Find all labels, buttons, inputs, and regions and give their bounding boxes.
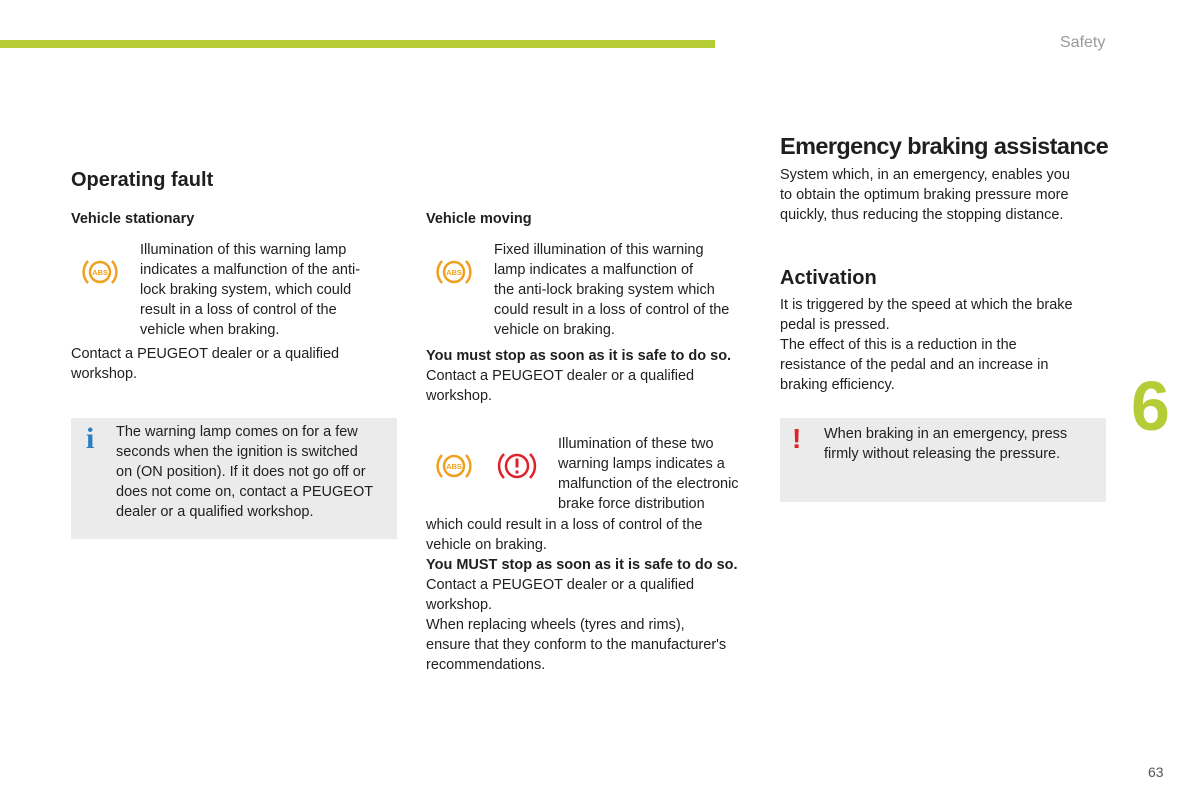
stop-warning: You MUST stop as soon as it is safe to do so. [426, 557, 738, 573]
abs-warning-lamp-icon [80, 254, 120, 290]
info-icon: i [86, 422, 95, 455]
abs-warning-lamp-icon [434, 448, 474, 484]
emergency-braking-heading: Emergency braking assistance [780, 133, 1109, 159]
svg-text:ABS: ABS [446, 462, 462, 471]
two-lamps-description: Illumination of these two warning lamps indicates a malfunction of the electronic brake force distribution [558, 436, 739, 512]
exclamation-icon: ! [792, 423, 802, 454]
header-accent-bar [0, 40, 715, 48]
operating-fault-heading: Operating fault [71, 169, 214, 191]
info-box-text: The warning lamp comes on for a few seconds when the ignition is switched on (ON position). If it does not go off or does not come on, contact a PEUGEOT dealer or a qualified workshop. [116, 424, 374, 520]
chapter-number: 6 [1131, 367, 1170, 445]
warning-box-text: When braking in an emergency, press firmly without releasing the pressure. [824, 426, 1068, 462]
emergency-braking-intro: System which, in an emergency, enables you to obtain the optimum braking pressure more quickly, thus reducing the stopping distance. [780, 167, 1070, 223]
two-lamps-continuation: which could result in a loss of control of the vehicle on braking. You MUST stop as soon as it is safe to do so. Contact a PEUGEOT dealer or a qualified workshop. When replacing wheels (tyres and rims), ensure that they conform to the manufacturer's recommendations. [426, 515, 766, 675]
activation-text: It is triggered by the speed at which the brake pedal is pressed. The effect of this is a reduction in the resistance of the pedal and an increase in braking efficiency. [780, 297, 1073, 393]
stop-warning: You must stop as soon as it is safe to do so. [426, 348, 732, 364]
svg-text:ABS: ABS [92, 268, 108, 277]
svg-text:ABS: ABS [446, 268, 462, 277]
moving-stop-block: You must stop as soon as it is safe to do so. Contact a PEUGEOT dealer or a qualified workshop. [426, 346, 766, 406]
stationary-contact-text: Contact a PEUGEOT dealer or a qualified workshop. [71, 346, 340, 382]
vehicle-moving-heading: Vehicle moving [426, 211, 532, 227]
brake-warning-lamp-icon [496, 448, 538, 484]
stationary-lamp-description: Illumination of this warning lamp indicates a malfunction of the anti- lock braking system, which could result in a loss of control of the vehicle when braking. [140, 242, 361, 338]
vehicle-stationary-heading: Vehicle stationary [71, 211, 195, 227]
activation-heading: Activation [780, 267, 877, 289]
section-title: Safety [1060, 34, 1106, 51]
page-number: 63 [1148, 764, 1164, 780]
abs-warning-lamp-icon [434, 254, 474, 290]
moving-lamp-description: Fixed illumination of this warning lamp indicates a malfunction of the anti-lock braking system which could result in a loss of control of the vehicle on braking. [494, 242, 730, 338]
